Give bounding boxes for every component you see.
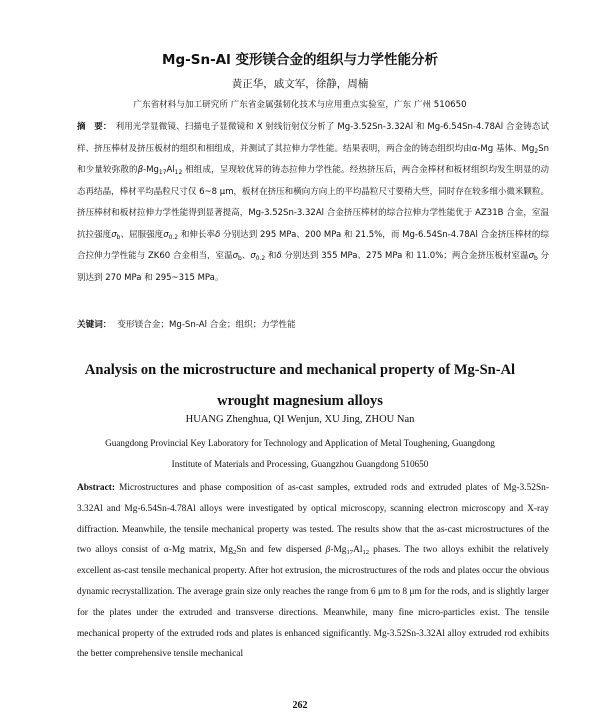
subscript: 0.2 — [255, 255, 266, 262]
greek-symbol: β — [325, 545, 331, 556]
english-abstract — [77, 478, 549, 665]
abstract-text: 利用光学显微镜、扫描电子显微镜和 X 射线衍射仪分析了 Mg-3.52Sn-3.32Al 和 Mg-6.54Sn-4.78Al 合金铸态试样、挤压棒材及挤压板材的组织和相组成，并测试了其拉伸力学性能。结果表明，两合金的铸态组织均由α-Mg 基体、Mg — [77, 122, 549, 154]
subscript: 17 — [158, 169, 167, 176]
english-affiliation — [90, 433, 510, 475]
subscript: b — [533, 255, 538, 262]
english-affiliation-line-1: Guangdong Provincial Key Laboratory for Technology and Application of Metal Toughening, Guangdong — [105, 438, 495, 448]
chinese-authors: 黄正华，戚文军，徐静，周楠 — [231, 78, 369, 90]
english-title-line-1: Analysis on the microstructure and mechanical property of Mg-Sn-Al — [84, 362, 516, 378]
chinese-abstract-label: 摘 要： — [77, 122, 112, 132]
greek-symbol: σ — [528, 251, 534, 261]
subscript: 12 — [174, 169, 183, 176]
abstract-text: Al — [353, 545, 363, 556]
subscript: 17 — [346, 549, 354, 557]
greek-symbol: δ — [276, 251, 282, 261]
keywords-text: 变形镁合金；Mg-Sn-Al 合金；组织；力学性能 — [117, 320, 296, 330]
english-authors: HUANG Zhenghua, QI Wenjun, XU Jing, ZHOU Nan — [185, 414, 415, 425]
greek-symbol: δ — [215, 229, 221, 240]
subscript: 2 — [232, 549, 237, 557]
english-abstract-label: Abstract: — [77, 483, 116, 493]
abstract-text: -Mg — [143, 165, 159, 175]
keywords-label: 关键词： — [77, 320, 112, 330]
abstract-text: Sn and few dispersed — [236, 545, 326, 556]
subscript: 0.2 — [168, 233, 179, 241]
chinese-affiliation: 广东省材料与加工研究所 广东省金属强韧化技术与应用重点实验室，广东 广州 510650 — [133, 100, 467, 110]
abstract-text: 分别达到 295 MPa、200 MPa 和 21.5%，而 Mg-6.54Sn-4.78Al 合金挤压棒材的综合拉伸力学性能与 ZK60 合金相当，室温 — [77, 229, 549, 261]
abstract-text: 、屈服强度 — [120, 229, 164, 240]
greek-symbol: σ — [232, 251, 239, 261]
english-title-line-2: wrought magnesium alloys — [217, 393, 383, 409]
abstract-text: 分别达到 355 MPa、275 MPa 和 11.0%；两合金挤压板材室温 — [281, 251, 529, 261]
abstract-text: -Mg — [330, 545, 347, 556]
chinese-title: Mg-Sn-Al 变形镁合金的组织与力学性能分析 — [162, 52, 438, 68]
abstract-text: Microstructures and phase composition of as-cast samples, extruded rods and extruded plates of Mg-3.52Sn-3.32Al and Mg-6.54Sn-4.78Al alloys were investigated by optical microscopy, scanning electron microscopy and X-ray diffraction. Meanwhile, the tensile mechanical property was tested. The results show that the as-cast microstructures of the two alloys consist of α-Mg matrix, Mg — [77, 483, 549, 556]
abstract-text: Sn 和少量较弥散的 — [77, 143, 549, 175]
page-number: 262 — [292, 700, 308, 711]
greek-symbol: σ — [111, 229, 117, 240]
chinese-keywords — [77, 318, 549, 330]
greek-symbol: β — [137, 165, 144, 175]
subscript: b — [116, 233, 121, 241]
abstract-text: 相组成，呈现较优异的铸态拉伸力学性能。经热挤压后，两合金棒材和板材组织均发生明显的动态再结晶，棒材平均晶粒尺寸仅 6~8 μm，板材在挤压和横向方向上的平均晶粒尺寸要稍大些，同时存在较多细小微米颗粒。挤压棒材和板材拉伸力学性能得到显著提高，Mg-3.52Sn-3.32Al 合金挤压棒材的综合拉伸力学性能优于 AZ31B 合金，室温抗拉强度 — [77, 165, 549, 240]
abstract-text: 和 — [265, 251, 277, 261]
english-affiliation-line-2: Institute of Materials and Processing, Guangzhou Guangdong 510650 — [171, 459, 429, 469]
abstract-text: Al — [166, 165, 175, 175]
subscript: b — [238, 255, 242, 262]
subscript: 12 — [362, 549, 370, 557]
abstract-text: 分别达到 270 MPa 和 295~315 MPa。 — [77, 251, 549, 283]
greek-symbol: σ — [163, 229, 169, 240]
abstract-text: 和伸长率 — [178, 229, 216, 240]
english-title — [0, 355, 600, 417]
abstract-text: 、 — [241, 251, 251, 261]
subscript: 2 — [534, 147, 539, 155]
chinese-abstract — [77, 117, 549, 289]
greek-symbol: σ — [250, 251, 256, 261]
abstract-text: phases. The two alloys exhibit the relatively excellent as-cast tensile mechanical property. After hot extrusion, the microstructures of the rods and plates occur the obvious dynamic recrystallization. The average grain size only reaches the range from 6 μm to 8 μm for the rods, and is slightly larger for the plates under the extruded and transverse directions. Meanwhile, many fine micro-particles exist. The tensile mechanical property of the extruded rods and plates is enhanced significantly. Mg-3.52Sn-3.32Al alloy extruded rod exhibits the better comprehensive tensile mechanical — [77, 545, 549, 660]
